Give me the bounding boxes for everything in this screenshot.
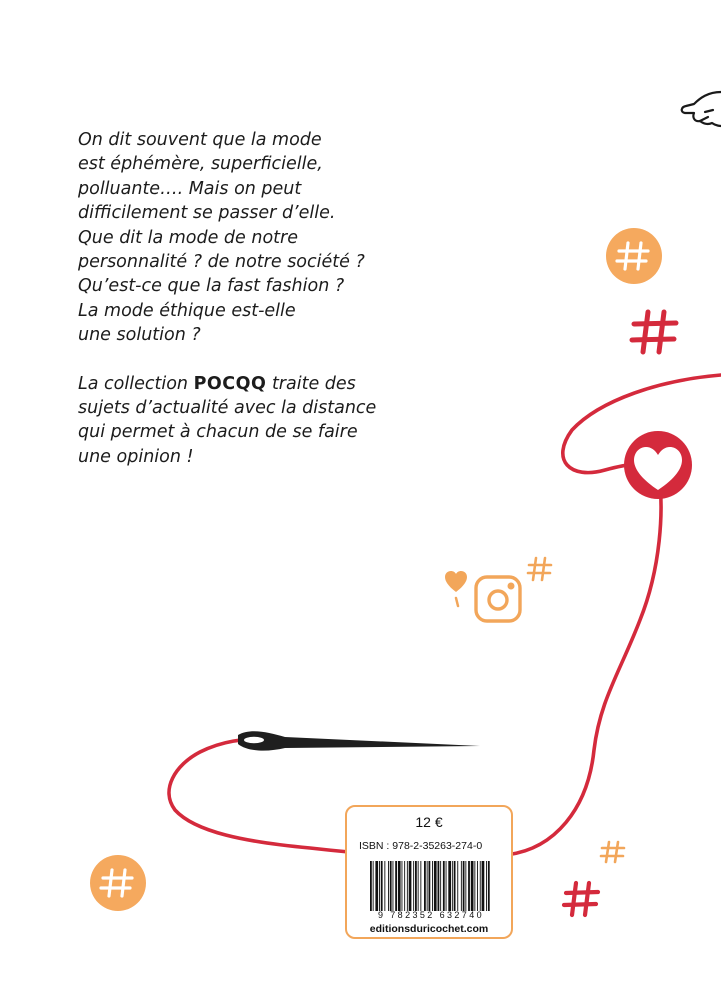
blurb-line: Que dit la mode de notre [78,227,298,248]
hashtag-icon [564,883,598,915]
blurb-paragraph-1 [78,128,438,348]
barcode-digits: 9 782352 632740 [377,910,485,920]
blurb-line: personnalité ? de notre société ? [78,252,365,273]
barcode [370,861,490,911]
heart-icon [445,571,467,606]
needle-icon [238,731,480,750]
instagram-icon [476,577,520,621]
hand-icon [682,92,721,126]
hashtag-icon [632,312,676,352]
price-isbn-box [345,805,513,939]
blurb-line: une opinion ! [78,446,194,467]
red-thread [169,468,661,857]
publisher-website: editionsduricochet.com [369,923,489,935]
blurb-line: traite des [266,373,356,394]
isbn-number: ISBN : 978-2-35263-274-0 [359,840,483,852]
blurb-line: La mode éthique est-elle [78,300,296,321]
blurb-line: Qu’est-ce que la fast fashion ? [78,276,345,297]
collection-brand: POCQQ [193,373,267,394]
blurb-line: est éphémère, superficielle, [78,154,323,175]
hashtag-icon [606,228,662,284]
blurb-line: On dit souvent que la mode [78,130,322,150]
price: 12 € [415,814,443,830]
hashtag-icon [90,855,146,911]
back-cover-blurb [78,128,438,469]
blurb-line: qui permet à chacun de se faire [78,422,358,443]
heart-icon [624,431,692,499]
blurb-paragraph-2 [78,372,438,470]
blurb-line: polluante…. Mais on peut [78,178,302,199]
hashtag-icon [601,842,624,862]
blurb-line: difficilement se passer d’elle. [78,203,336,224]
blurb-line: une solution ? [78,325,201,346]
blurb-line: sujets d’actualité avec la distance [78,398,377,419]
hashtag-icon [528,558,551,580]
blurb-line: La collection [78,373,194,394]
